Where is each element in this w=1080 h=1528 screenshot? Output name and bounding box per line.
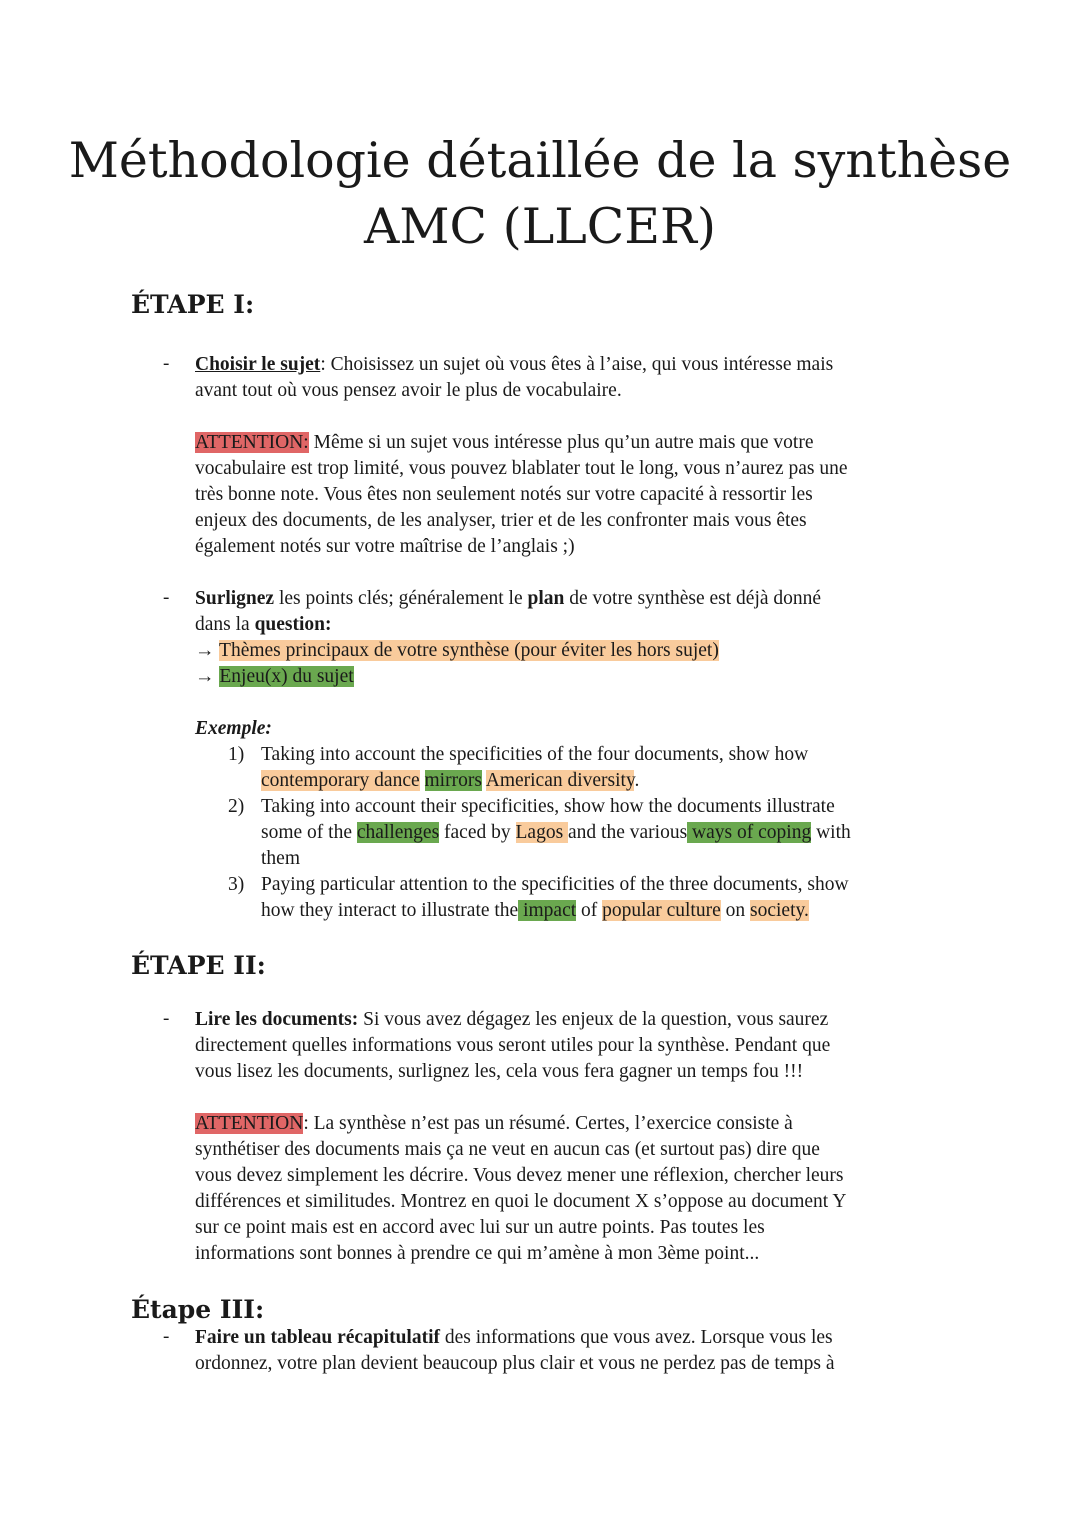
list-number: 2) [228, 796, 245, 817]
bullet-marker: - [163, 1008, 170, 1029]
text-line: avant tout où vous pensez avoir le plus de vocabulaire. [195, 380, 622, 401]
stake-highlight: challenges [356, 822, 440, 843]
bullet-marker: - [163, 353, 170, 374]
stakes-legend: Enjeu(x) du sujet [219, 666, 354, 687]
text-line: vous devez simplement les décrire. Vous devez mener une réflexion, chercher leurs [195, 1165, 844, 1186]
text-run: how they interact to illustrate the [261, 900, 519, 921]
text-line: Taking into account their specificities, show how the documents illustrate [261, 796, 835, 817]
theme-highlight: contemporary dance [261, 770, 420, 791]
text-line: directement quelles informations vous seront utiles pour la synthèse. Pendant que [195, 1035, 831, 1056]
text-line: également notés sur votre maîtrise de l’anglais ;) [195, 536, 575, 557]
arrow-icon: → [195, 640, 220, 661]
text-line: synthétiser des documents mais ça ne veut en aucun cas (et surtout pas) dire que [195, 1139, 820, 1160]
theme-highlight: Lagos [515, 822, 569, 843]
read-documents-paragraph [195, 1007, 935, 1085]
attention-paragraph-2 [195, 1111, 935, 1267]
text-line: them [261, 848, 300, 869]
summary-table-paragraph [195, 1325, 935, 1377]
theme-highlight: American diversity [485, 770, 635, 791]
step-2-heading: ÉTAPE II: [131, 951, 266, 980]
text-run: on [720, 900, 751, 921]
text-line: vocabulaire est trop limité, vous pouvez blablater tout le long, vous n’aurez pas une [195, 458, 848, 479]
theme-highlight: popular culture [602, 900, 721, 921]
highlight-paragraph [195, 586, 935, 690]
text-run: dans la [195, 614, 255, 635]
text-run: with [811, 822, 851, 843]
text-line: différences et similitudes. Montrez en quoi le document X s’oppose au document Y [195, 1191, 847, 1212]
text-run: Si vous avez dégagez les enjeux de la question, vous saurez [358, 1009, 829, 1030]
example-item-3 [261, 872, 941, 924]
stake-highlight: ways of coping [687, 822, 812, 843]
text-run: of [576, 900, 603, 921]
summary-table-term: Faire un tableau récapitulatif [195, 1327, 440, 1348]
highlight-term: Surlignez [195, 588, 275, 609]
example-item-1 [261, 742, 941, 794]
example-label: Exemple: [195, 718, 272, 739]
question-term: question: [254, 614, 332, 635]
text-line: enjeux des documents, de les analyser, trier et de les confronter mais vous êtes [195, 510, 807, 531]
example-item-2 [261, 794, 941, 872]
text-run: some of the [261, 822, 357, 843]
text-run [420, 770, 425, 791]
text-run: Même si un sujet vous intéresse plus qu’un autre mais que votre [308, 432, 814, 453]
text-run: des informations que vous avez. Lorsque vous les [440, 1327, 833, 1348]
text-run: . [634, 770, 640, 791]
text-line: vous lisez les documents, surlignez les, cela vous fera gagner un temps fou !!! [195, 1061, 804, 1082]
read-documents-term: Lire les documents: [195, 1009, 359, 1030]
text-line: sur ce point mais est en accord avec lui sur un autre points. Pas toutes les [195, 1217, 765, 1238]
list-number: 3) [228, 874, 245, 895]
arrow-icon: → [195, 666, 220, 687]
text-run: : La synthèse n’est pas un résumé. Certes, l’exercice consiste à [303, 1113, 793, 1134]
text-run: : Choisissez un sujet où vous êtes à l’aise, qui vous intéresse mais [320, 354, 834, 375]
bullet-marker: - [163, 587, 170, 608]
step-3-heading: Étape III: [131, 1295, 265, 1324]
title-line-1: Méthodologie détaillée de la synthèse [68, 132, 1012, 189]
text-run: de votre synthèse est déjà donné [564, 588, 822, 609]
text-line: Paying particular attention to the specificities of the three documents, show [261, 874, 849, 895]
text-run: faced by [439, 822, 516, 843]
theme-highlight: society. [750, 900, 809, 921]
text-line: informations sont bonnes à prendre ce qui m’amène à mon 3ème point... [195, 1243, 760, 1264]
example-heading-row [195, 716, 935, 742]
bullet-marker: - [163, 1326, 170, 1347]
attention-label: ATTENTION: [195, 432, 309, 453]
title-line-2: AMC (LLCER) [363, 198, 717, 255]
attention-paragraph-1 [195, 430, 935, 560]
plan-term: plan [527, 588, 565, 609]
attention-label: ATTENTION [195, 1113, 304, 1134]
list-number: 1) [228, 744, 245, 765]
choose-subject-term: Choisir le sujet [195, 354, 321, 375]
themes-legend: Thèmes principaux de votre synthèse (pour éviter les hors sujet) [219, 640, 719, 661]
text-line: très bonne note. Vous êtes non seulement notés sur votre capacité à ressortir les [195, 484, 813, 505]
text-line: ordonnez, votre plan devient beaucoup plus clair et vous ne perdez pas de temps à [195, 1353, 835, 1374]
stake-highlight: impact [518, 900, 577, 921]
choose-subject-paragraph [195, 352, 935, 404]
page-title [60, 128, 1020, 260]
stake-highlight: mirrors [424, 770, 482, 791]
text-run: and the various [568, 822, 688, 843]
step-1-heading: ÉTAPE I: [131, 290, 255, 319]
text-run: les points clés; généralement le [274, 588, 528, 609]
text-line: Taking into account the specificities of the four documents, show how [261, 744, 809, 765]
